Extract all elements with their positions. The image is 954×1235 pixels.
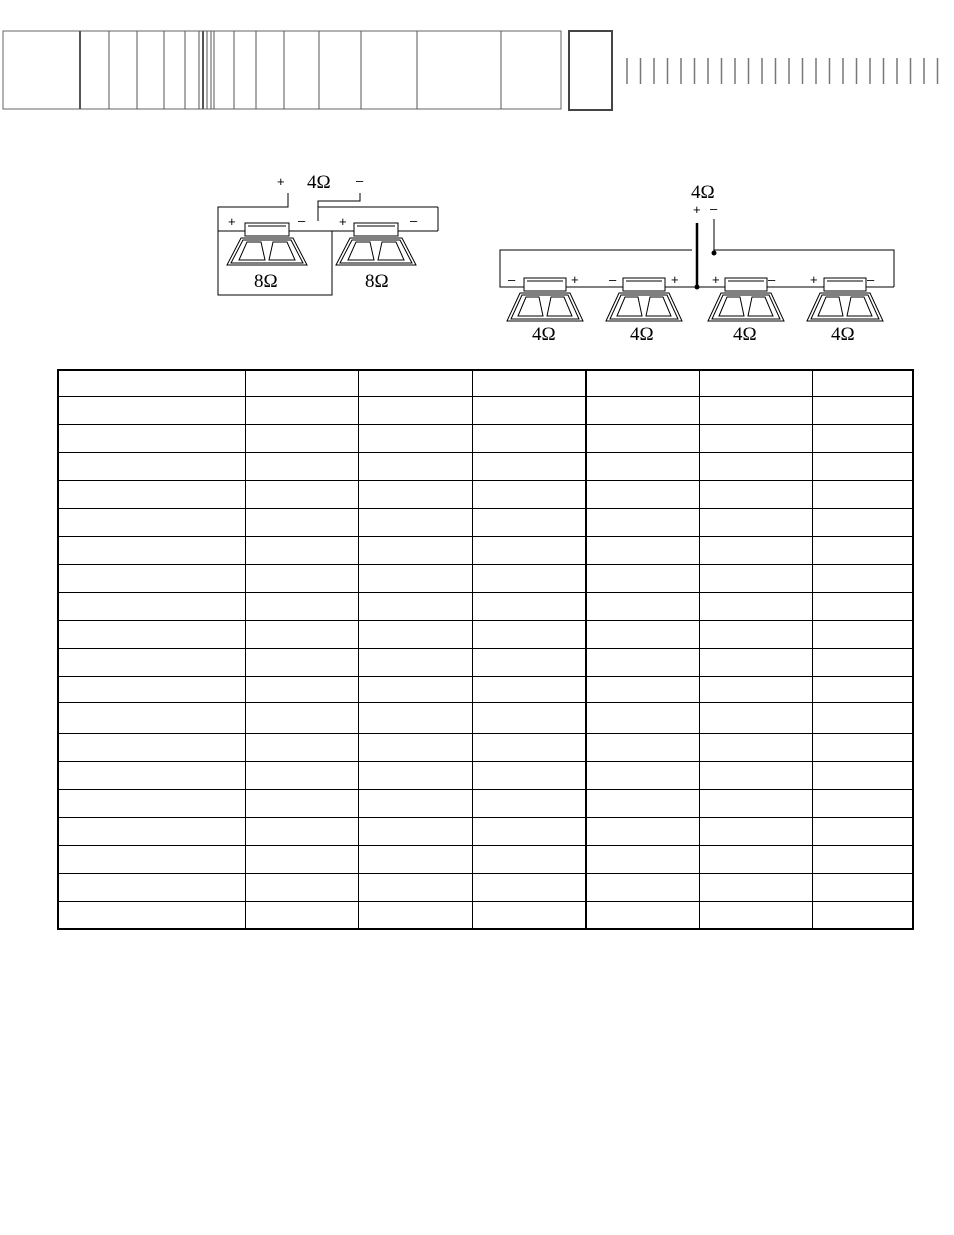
- table-cell: [812, 874, 913, 902]
- table-cell: [358, 509, 472, 537]
- speaker-minus-label: –: [410, 213, 418, 228]
- table-cell: [472, 509, 586, 537]
- table-cell: [245, 649, 358, 677]
- table-cell: [699, 703, 812, 734]
- table-cell: [699, 370, 812, 397]
- table-cell: [245, 537, 358, 565]
- table-cell: [812, 790, 913, 818]
- source-impedance-label: 4Ω: [691, 182, 715, 203]
- table-cell: [358, 370, 472, 397]
- table-cell: [245, 565, 358, 593]
- table-row: [58, 481, 913, 509]
- table-cell: [812, 621, 913, 649]
- table-cell: [472, 370, 586, 397]
- table-cell: [812, 734, 913, 762]
- table-cell: [245, 734, 358, 762]
- table-cell: [58, 874, 245, 902]
- table-cell: [58, 621, 245, 649]
- table-cell: [699, 649, 812, 677]
- table-cell: [812, 703, 913, 734]
- table-cell: [699, 425, 812, 453]
- table-cell: [358, 537, 472, 565]
- junction-dot: [695, 285, 700, 290]
- speaker-impedance-label: 4Ω: [630, 324, 654, 345]
- speaker-minus-label: –: [298, 213, 306, 228]
- table-cell: [586, 762, 699, 790]
- table-row: [58, 509, 913, 537]
- table-cell: [472, 621, 586, 649]
- table-row: [58, 734, 913, 762]
- source-impedance-label: 4Ω: [307, 172, 331, 193]
- table-cell: [58, 818, 245, 846]
- speaker-impedance-label: 4Ω: [831, 324, 855, 345]
- speaker-impedance-label: 4Ω: [532, 324, 556, 345]
- table-cell: [245, 902, 358, 930]
- source-minus-label: –: [356, 173, 364, 188]
- table-cell: [472, 593, 586, 621]
- table-cell: [58, 677, 245, 703]
- table-cell: [586, 649, 699, 677]
- table-cell: [472, 846, 586, 874]
- table-cell: [586, 593, 699, 621]
- table-cell: [58, 509, 245, 537]
- table-cell: [812, 370, 913, 397]
- junction-dot: [712, 251, 717, 256]
- table-cell: [58, 734, 245, 762]
- table-cell: [586, 565, 699, 593]
- table-cell: [58, 537, 245, 565]
- speaker-impedance-label: 8Ω: [254, 271, 278, 292]
- table-cell: [812, 537, 913, 565]
- table-cell: [58, 453, 245, 481]
- table-cell: [472, 677, 586, 703]
- table-cell: [812, 565, 913, 593]
- table-cell: [586, 453, 699, 481]
- table-cell: [586, 621, 699, 649]
- speaker-sign-label: +: [712, 272, 720, 287]
- table-cell: [699, 537, 812, 565]
- table-cell: [472, 902, 586, 930]
- table-cell: [472, 734, 586, 762]
- table-cell: [586, 677, 699, 703]
- table-cell: [812, 397, 913, 425]
- table-cell: [812, 818, 913, 846]
- speaker-sign-label: –: [768, 272, 776, 287]
- table-cell: [358, 902, 472, 930]
- table-cell: [245, 481, 358, 509]
- table-cell: [358, 846, 472, 874]
- table-cell: [586, 846, 699, 874]
- table-cell: [358, 481, 472, 509]
- table-cell: [245, 762, 358, 790]
- table-row: [58, 537, 913, 565]
- table-cell: [58, 846, 245, 874]
- table-cell: [586, 509, 699, 537]
- table-cell: [699, 818, 812, 846]
- header-bar: [0, 0, 954, 120]
- table-cell: [586, 902, 699, 930]
- table-cell: [58, 425, 245, 453]
- table-cell: [812, 846, 913, 874]
- table-cell: [358, 677, 472, 703]
- table-cell: [472, 453, 586, 481]
- table-cell: [245, 621, 358, 649]
- table-row: [58, 818, 913, 846]
- table-cell: [699, 762, 812, 790]
- speaker-impedance-label: 8Ω: [365, 271, 389, 292]
- table-cell: [245, 397, 358, 425]
- table-cell: [472, 537, 586, 565]
- table-row: [58, 593, 913, 621]
- table-cell: [58, 565, 245, 593]
- table-cell: [812, 762, 913, 790]
- source-plus-label: +: [693, 202, 701, 217]
- source-plus-label: +: [277, 174, 285, 189]
- table-cell: [812, 649, 913, 677]
- table-cell: [699, 621, 812, 649]
- table-row: [58, 565, 913, 593]
- table-cell: [358, 649, 472, 677]
- table-cell: [812, 425, 913, 453]
- table-cell: [699, 677, 812, 703]
- table-cell: [245, 790, 358, 818]
- table-cell: [586, 790, 699, 818]
- table-cell: [586, 734, 699, 762]
- table-cell: [586, 818, 699, 846]
- table-row: [58, 846, 913, 874]
- table-cell: [472, 818, 586, 846]
- table-row: [58, 370, 913, 397]
- table-cell: [812, 453, 913, 481]
- table-cell: [812, 677, 913, 703]
- table-cell: [245, 370, 358, 397]
- table-row: [58, 902, 913, 930]
- table-cell: [58, 593, 245, 621]
- empty-grid-table: [57, 369, 914, 930]
- table-cell: [699, 902, 812, 930]
- speaker-sign-label: –: [609, 272, 617, 287]
- table-cell: [245, 509, 358, 537]
- source-minus-label: –: [710, 201, 718, 216]
- speaker-sign-label: –: [867, 272, 875, 287]
- table-cell: [472, 397, 586, 425]
- table-cell: [245, 425, 358, 453]
- table-row: [58, 621, 913, 649]
- speaker-sign-label: +: [571, 272, 579, 287]
- table-cell: [812, 509, 913, 537]
- table-cell: [699, 565, 812, 593]
- table-cell: [245, 453, 358, 481]
- table-cell: [699, 846, 812, 874]
- table-cell: [586, 874, 699, 902]
- table-row: [58, 425, 913, 453]
- table-cell: [358, 565, 472, 593]
- table-cell: [58, 370, 245, 397]
- table-row: [58, 762, 913, 790]
- table-cell: [472, 481, 586, 509]
- table-row: [58, 677, 913, 703]
- table-cell: [699, 397, 812, 425]
- table-cell: [472, 790, 586, 818]
- table-cell: [586, 537, 699, 565]
- table-cell: [245, 593, 358, 621]
- table-cell: [812, 902, 913, 930]
- table-cell: [58, 703, 245, 734]
- table-cell: [358, 734, 472, 762]
- table-cell: [358, 593, 472, 621]
- table-cell: [812, 593, 913, 621]
- table-cell: [586, 425, 699, 453]
- table-cell: [699, 734, 812, 762]
- table-cell: [699, 509, 812, 537]
- speaker-sign-label: +: [671, 272, 679, 287]
- table-cell: [358, 703, 472, 734]
- table-cell: [358, 790, 472, 818]
- table-cell: [245, 703, 358, 734]
- table-cell: [472, 762, 586, 790]
- table-row: [58, 703, 913, 734]
- table-cell: [472, 425, 586, 453]
- table-cell: [245, 818, 358, 846]
- header-box: [569, 31, 612, 110]
- table-cell: [245, 874, 358, 902]
- table-cell: [358, 453, 472, 481]
- table-cell: [358, 621, 472, 649]
- table-cell: [586, 397, 699, 425]
- table-row: [58, 790, 913, 818]
- speaker-sign-label: +: [810, 272, 818, 287]
- table-cell: [245, 846, 358, 874]
- table-cell: [58, 902, 245, 930]
- table-row: [58, 397, 913, 425]
- table-cell: [472, 649, 586, 677]
- table-cell: [58, 397, 245, 425]
- speaker-sign-label: –: [508, 272, 516, 287]
- table-cell: [699, 481, 812, 509]
- table-cell: [812, 481, 913, 509]
- table-cell: [699, 790, 812, 818]
- table-cell: [699, 453, 812, 481]
- table-cell: [699, 874, 812, 902]
- table-cell: [245, 677, 358, 703]
- speaker-plus-label: +: [228, 214, 236, 229]
- table-cell: [358, 762, 472, 790]
- table-row: [58, 649, 913, 677]
- table-cell: [472, 565, 586, 593]
- table-cell: [58, 790, 245, 818]
- table-cell: [699, 593, 812, 621]
- table-cell: [58, 762, 245, 790]
- table-cell: [58, 649, 245, 677]
- table-cell: [358, 818, 472, 846]
- table-row: [58, 453, 913, 481]
- table-cell: [58, 481, 245, 509]
- table-cell: [358, 874, 472, 902]
- header-segment-block: [3, 31, 561, 109]
- speaker-impedance-label: 4Ω: [733, 324, 757, 345]
- table-cell: [586, 703, 699, 734]
- table-cell: [586, 370, 699, 397]
- table-row: [58, 874, 913, 902]
- table-cell: [586, 481, 699, 509]
- table-cell: [358, 397, 472, 425]
- speaker-plus-label: +: [339, 214, 347, 229]
- table-cell: [472, 874, 586, 902]
- table-cell: [358, 425, 472, 453]
- grid-body: [58, 370, 913, 929]
- table-cell: [472, 703, 586, 734]
